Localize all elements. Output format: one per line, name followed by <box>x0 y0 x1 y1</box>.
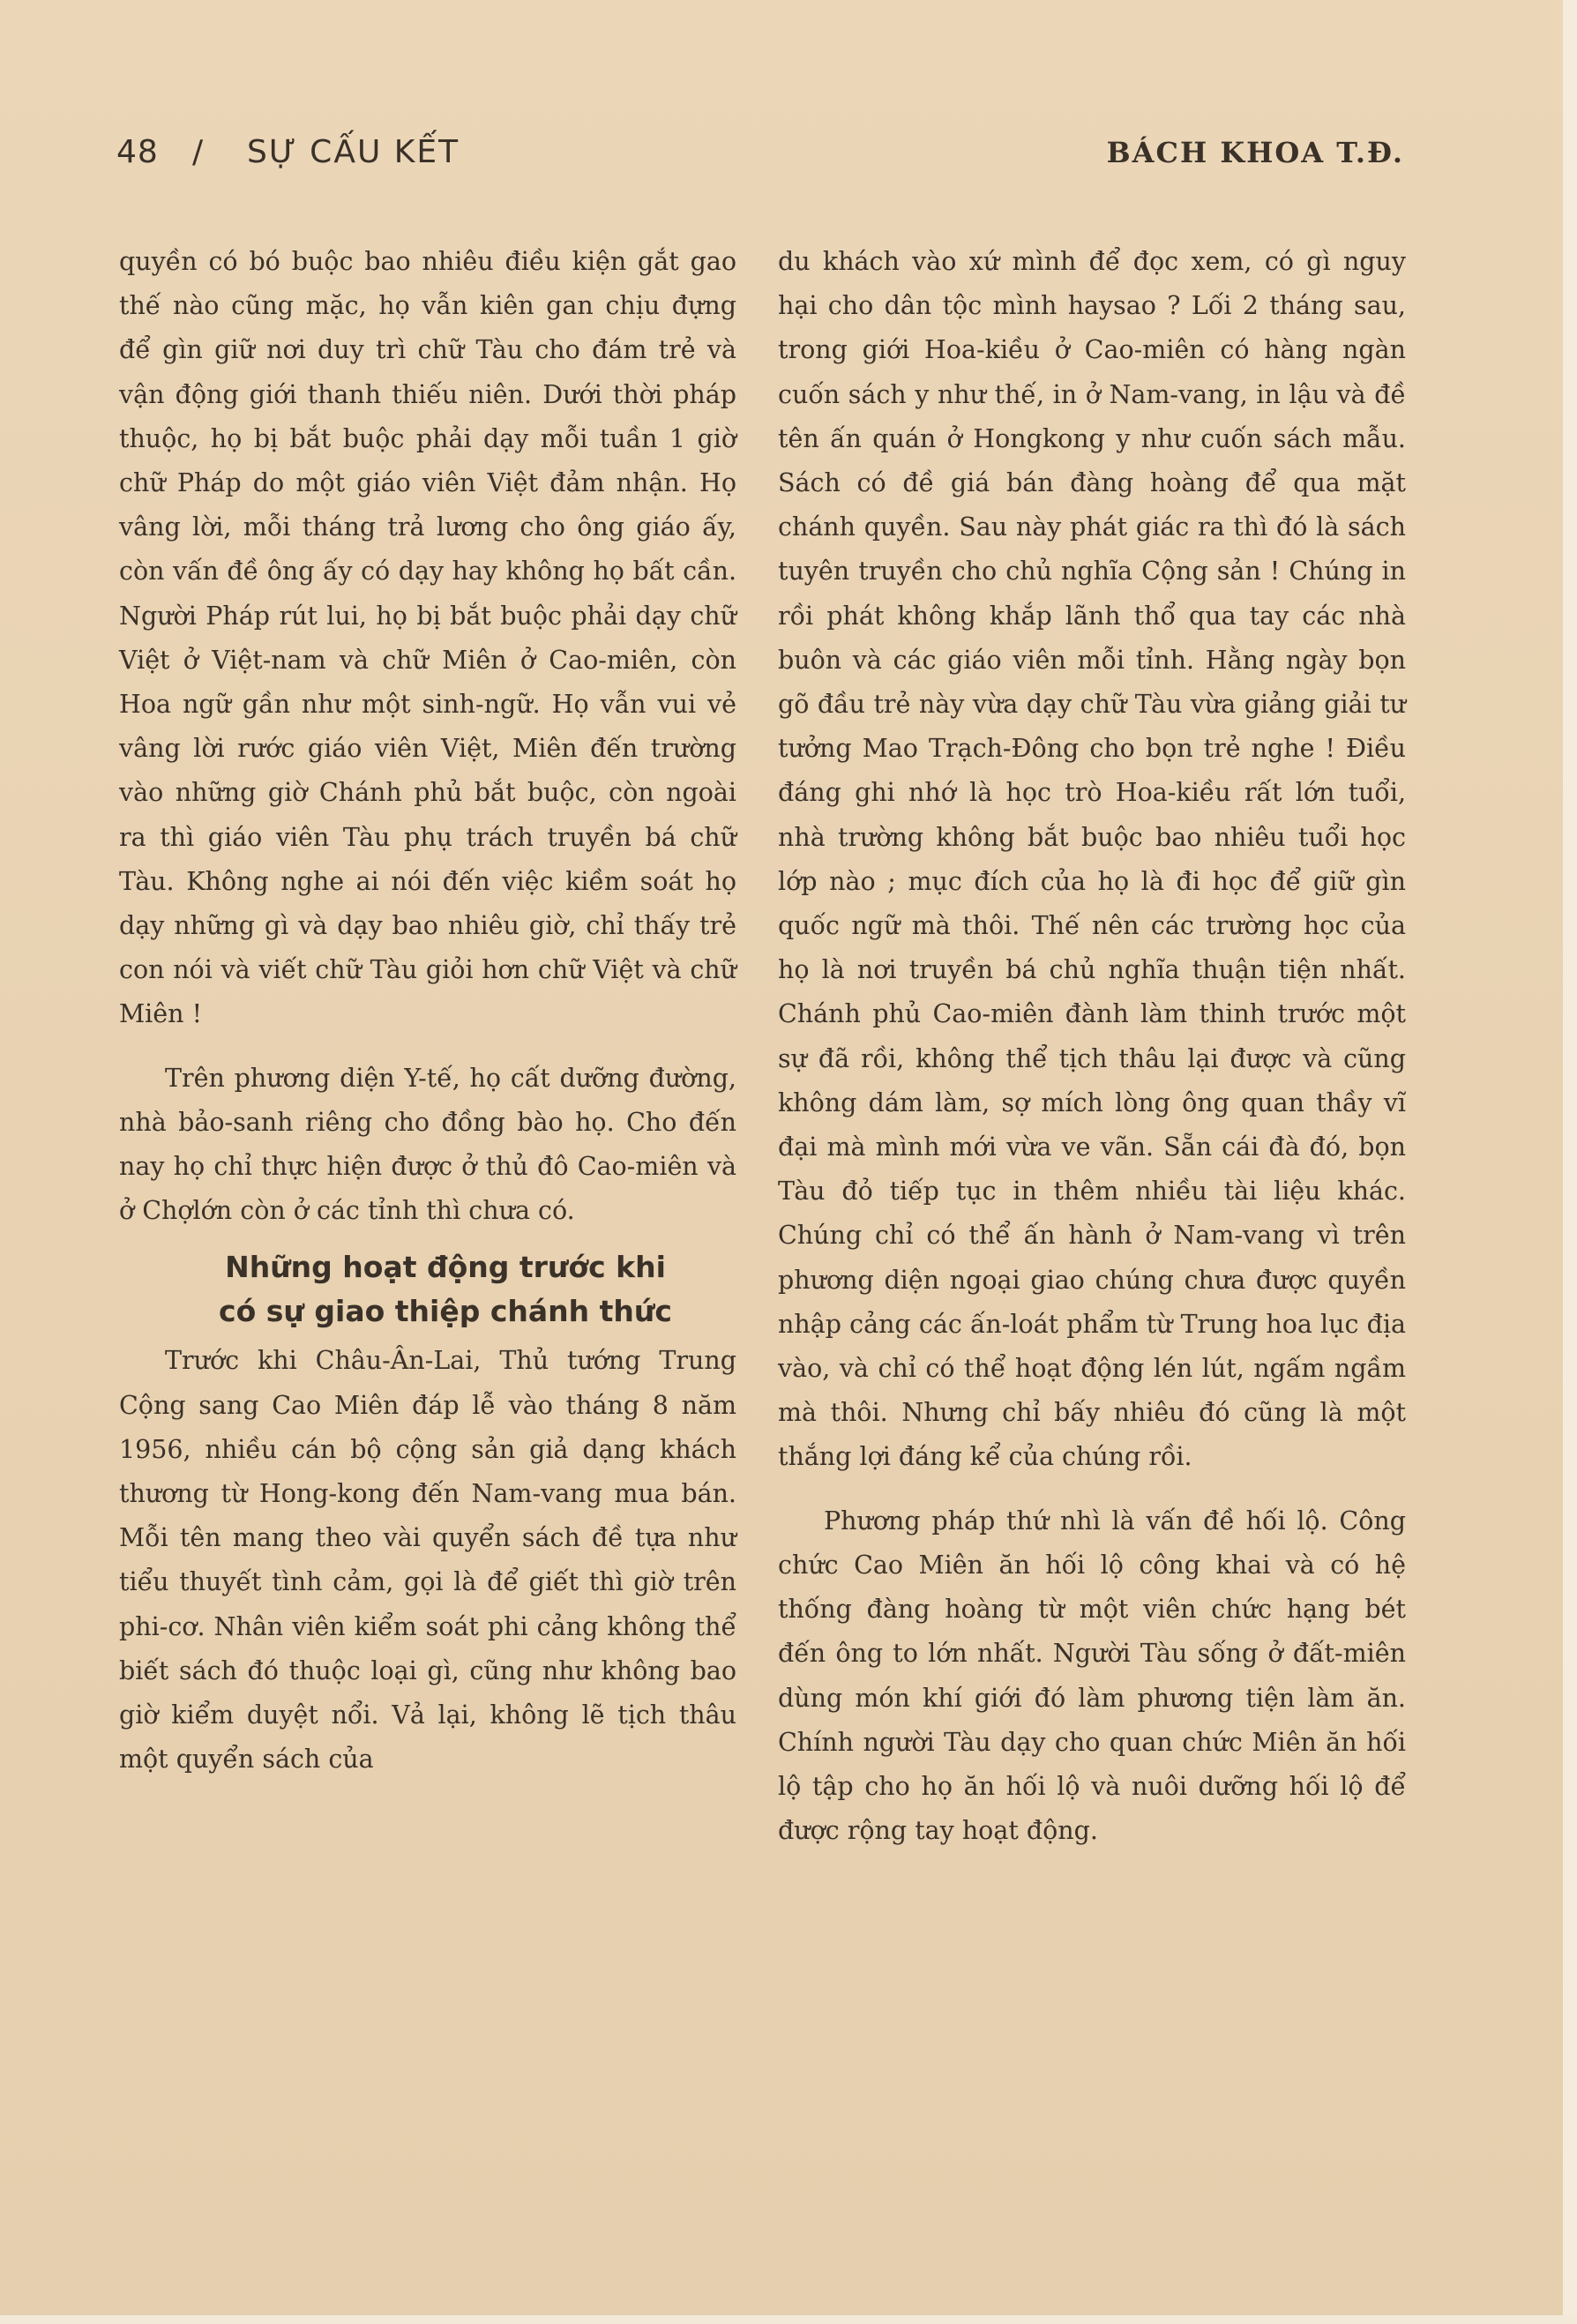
page-edge-bottom <box>0 2315 1577 2324</box>
paragraph: Phương pháp thứ nhì là vấn đề hối lộ. Công chức Cao Miên ăn hối lộ công khai và có hệ thống đàng hoàng từ một viên chức hạng bét đến ông to lớn nhất. Người Tàu sống ở đất-miên dùng món khí giới đó làm phương tiện làm ăn. Chính người Tàu dạy cho quan chức Miên ăn hối lộ tập cho họ ăn hối lộ và nuôi dưỡng hối lộ để được rộng tay hoạt động. <box>778 1506 1406 1846</box>
right-column <box>778 240 1406 1853</box>
left-column <box>119 240 736 1782</box>
section-heading-line: có sự giao thiệp chánh thức <box>219 1294 672 1329</box>
header-separator: / <box>192 134 204 170</box>
paragraph: Trên phương diện Y-tế, họ cất dưỡng đường, nhà bảo-sanh riêng cho đồng bào họ. Cho đến nay họ chỉ thực hiện được ở thủ đô Cao-miên và ở Chợlớn còn ở các tỉnh thì chưa có. <box>119 1063 736 1226</box>
paragraph: Trước khi Châu-Ân-Lai, Thủ tướng Trung Cộng sang Cao Miên đáp lễ vào tháng 8 năm 1956, nhiều cán bộ cộng sản giả dạng khách thương từ Hong-kong đến Nam-vang mua bán. Mỗi tên mang theo vài quyển sách đề tựa như tiểu thuyết tình cảm, gọi là để giết thì giờ trên phi-cơ. Nhân viên kiểm soát phi cảng không thể biết sách đó thuộc loại gì, cũng như không bao giờ kiểm duyệt nổi. Vả lại, không lẽ tịch thâu một quyển sách của <box>119 1346 736 1775</box>
magazine-name: BÁCH KHOA T.Đ. <box>1106 136 1404 169</box>
page-number: 48 <box>116 134 159 170</box>
page-edge-right <box>1563 0 1577 2324</box>
section-heading-line: Những hoạt động trước khi <box>225 1250 666 1285</box>
paragraph: quyền có bó buộc bao nhiêu điều kiện gắt gao thế nào cũng mặc, họ vẫn kiên gan chịu đựng để gìn giữ nơi duy trì chữ Tàu cho đám trẻ và vận động giới thanh thiếu niên. Dưới thời pháp thuộc, họ bị bắt buộc phải dạy mỗi tuần 1 giờ chữ Pháp do một giáo viên Việt đảm nhận. Họ vâng lời, mỗi tháng trả lương cho ông giáo ấy, còn vấn đề ông ấy có dạy hay không họ bất cần. Người Pháp rút lui, họ bị bắt buộc phải dạy chữ Việt ở Việt-nam và chữ Miên ở Cao-miên, còn Hoa ngữ gần như một sinh-ngữ. Họ vẫn vui vẻ vâng lời rước giáo viên Việt, Miên đến trường vào những giờ Chánh phủ bắt buộc, còn ngoài ra thì giáo viên Tàu phụ trách truyền bá chữ Tàu. Không nghe ai nói đến việc kiềm soát họ dạy những gì và dạy bao nhiêu giờ, chỉ thấy trẻ con nói và viết chữ Tàu giỏi hơn chữ Việt và chữ Miên ! <box>119 247 736 1029</box>
running-title: SỰ CẤU KẾT <box>247 134 460 170</box>
section-heading <box>119 1245 736 1334</box>
paragraph: du khách vào xứ mình để đọc xem, có gì nguy hại cho dân tộc mình haysao ? Lối 2 tháng sau, trong giới Hoa-kiều ở Cao-miên có hàng ngàn cuốn sách y như thế, in ở Nam-vang, in lậu và đề tên ấn quán ở Hongkong y như cuốn sách mẫu. Sách có đề giá bán đàng hoàng để qua mặt chánh quyền. Sau này phát giác ra thì đó là sách tuyên truyền cho chủ nghĩa Cộng sản ! Chúng in rồi phát không khắp lãnh thổ qua tay các nhà buôn và các giáo viên mỗi tỉnh. Hằng ngày bọn gõ đầu trẻ này vừa dạy chữ Tàu vừa giảng giải tư tưởng Mao Trạch-Đông cho bọn trẻ nghe ! Điều đáng ghi nhớ là học trò Hoa-kiều rất lớn tuổi, nhà trường không bắt buộc bao nhiêu tuổi học lớp nào ; mục đích của họ là đi học để giữ gìn quốc ngữ mà thôi. Thế nên các trường học của họ là nơi truyền bá chủ nghĩa thuận tiện nhất. Chánh phủ Cao-miên đành làm thinh trước một sự đã rồi, không thể tịch thâu lại được và cũng không dám làm, sợ mích lòng ông quan thầy vĩ đại mà mình mới vừa ve vãn. Sẵn cái đà đó, bọn Tàu đỏ tiếp tục in thêm nhiều tài liệu khác. Chúng chỉ có thể ấn hành ở Nam-vang vì trên phương diện ngoại giao chúng chưa được quyền nhập cảng các ấn-loát phẩm từ Trung hoa lục địa vào, và chỉ có thể hoạt động lén lút, ngấm ngầm mà thôi. Nhưng chỉ bấy nhiêu đó cũng là một thắng lợi đáng kể của chúng rồi. <box>778 247 1406 1472</box>
page-header <box>116 134 1404 187</box>
